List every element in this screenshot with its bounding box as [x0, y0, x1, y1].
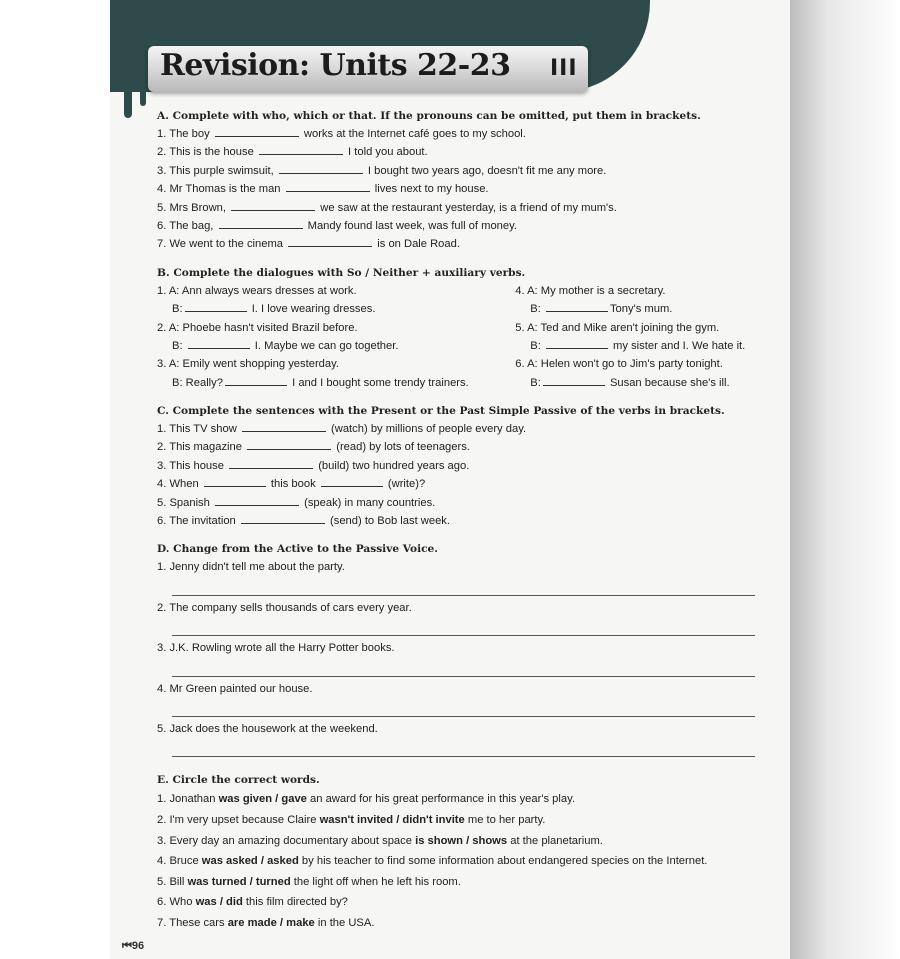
exercise-item: 7. These cars are made / make in the USA. [157, 916, 375, 929]
dialogue-line-b: B: Susan because she's ill. [515, 374, 767, 392]
dialogue-line-a: 4. A: My mother is a secretary. [515, 284, 666, 297]
choice-words[interactable]: was / did [195, 896, 243, 909]
dialogue-line-b: B: my sister and I. We hate it. [515, 337, 767, 355]
exercise-item: 5. Jack does the housework at the weekend. [157, 722, 378, 735]
dialogue-line-a: 6. A: Helen won't go to Jim's party tonight. [515, 358, 723, 371]
choice-words[interactable]: are made / make [227, 916, 315, 929]
answer-blank[interactable] [288, 235, 372, 247]
choice-words[interactable]: was turned / turned [187, 875, 291, 888]
page-title: Revision: Units 22-23 [160, 48, 511, 83]
answer-line[interactable] [172, 666, 755, 677]
answer-line[interactable] [172, 746, 755, 757]
workbook-page [110, 0, 790, 959]
answer-blank[interactable] [219, 217, 303, 229]
title-bars-icon: III [550, 56, 578, 81]
exercise-item: 6. The bag, Mandy found last week, was full of money. [157, 217, 767, 235]
exercise-item: 4. Mr Green painted our house. [157, 682, 313, 695]
exercise-item: 5. Bill was turned / turned the light off when he left his room. [157, 875, 461, 888]
dialogue-line-b: B: I. Maybe we can go together. [157, 337, 515, 355]
page-marker-icon: ⏮ [122, 940, 132, 952]
answer-blank[interactable] [247, 438, 331, 450]
exercise-item: 3. Every day an amazing documentary about space is shown / shows at the planetarium. [157, 834, 603, 847]
exercise-item: 7. We went to the cinema is on Dale Road. [157, 235, 767, 253]
exercise-item: 4. Bruce was asked / asked by his teacher to find some information about endangered species on the Internet. [157, 855, 708, 868]
answer-line[interactable] [172, 625, 755, 636]
dialogue-line-b: B: I. I love wearing dresses. [157, 300, 515, 318]
dialogue-line-a: 2. A: Phoebe hasn't visited Brazil before. [157, 321, 358, 334]
section-a-heading: A. Complete with who, which or that. If the pronouns can be omitted, put them in brackets. [157, 110, 701, 122]
answer-blank[interactable] [259, 143, 343, 155]
dialogue-line-a: 3. A: Emily went shopping yesterday. [157, 358, 339, 371]
paint-drip [140, 84, 146, 106]
answer-blank[interactable] [204, 475, 266, 487]
exercise-item: 6. The invitation (send) to Bob last week. [157, 512, 767, 530]
exercise-item: 1. This TV show (watch) by millions of people every day. [157, 420, 767, 438]
dialogue-line-b: B: Tony's mum. [515, 300, 767, 318]
answer-blank[interactable] [321, 475, 383, 487]
answer-line[interactable] [172, 706, 755, 717]
section-b-heading: B. Complete the dialogues with So / Neither + auxiliary verbs. [157, 266, 526, 279]
exercise-item: 2. This is the house I told you about. [157, 143, 767, 161]
exercise-content [157, 107, 767, 934]
answer-blank[interactable] [242, 420, 326, 432]
answer-blank[interactable] [229, 457, 313, 469]
answer-blank[interactable] [546, 300, 608, 312]
dialogue-line-a: 5. A: Ted and Mike aren't joining the gym. [515, 321, 720, 334]
exercise-item: 6. Who was / did this film directed by? [157, 896, 348, 909]
dialogues-left [157, 282, 515, 392]
exercise-item: 1. The boy works at the Internet café goes to my school. [157, 125, 767, 143]
dialogue-line-b: B: Really? I and I bought some trendy trainers. [157, 374, 515, 392]
exercise-item: 2. I'm very upset because Claire wasn't invited / didn't invite me to her party. [157, 813, 546, 826]
paint-drip [124, 80, 132, 118]
page-edge-shadow [790, 0, 900, 959]
answer-blank[interactable] [185, 300, 247, 312]
exercise-item: 2. The company sells thousands of cars every year. [157, 601, 412, 614]
answer-blank[interactable] [188, 337, 250, 349]
exercise-item: 4. Mr Thomas is the man lives next to my house. [157, 180, 767, 198]
section-d-heading: D. Change from the Active to the Passive Voice. [157, 543, 438, 556]
page-number: ⏮96 [122, 940, 145, 952]
exercise-item: 5. Mrs Brown, we saw at the restaurant yesterday, is a friend of my mum's. [157, 199, 767, 217]
answer-blank[interactable] [241, 512, 325, 524]
exercise-item: 3. This purple swimsuit, I bought two years ago, doesn't fit me any more. [157, 162, 767, 180]
choice-words[interactable]: was given / gave [218, 793, 307, 806]
answer-blank[interactable] [215, 494, 299, 506]
answer-blank[interactable] [225, 374, 287, 386]
exercise-item: 4. When this book (write)? [157, 475, 767, 493]
answer-blank[interactable] [279, 162, 363, 174]
choice-words[interactable]: wasn't invited / didn't invite [319, 813, 465, 826]
dialogues-right [515, 282, 767, 392]
exercise-item: 3. J.K. Rowling wrote all the Harry Potter books. [157, 642, 395, 655]
answer-blank[interactable] [286, 180, 370, 192]
answer-blank[interactable] [546, 337, 608, 349]
exercise-item: 3. This house (build) two hundred years ago. [157, 457, 767, 475]
dialogues [157, 282, 767, 392]
dialogue-line-a: 1. A: Ann always wears dresses at work. [157, 284, 357, 297]
exercise-item: 5. Spanish (speak) in many countries. [157, 494, 767, 512]
exercise-item: 1. Jenny didn't tell me about the party. [157, 561, 345, 574]
choice-words[interactable]: was asked / asked [201, 855, 299, 868]
answer-line[interactable] [172, 585, 755, 596]
exercise-item: 2. This magazine (read) by lots of teenagers. [157, 438, 767, 456]
choice-words[interactable]: is shown / shows [415, 834, 508, 847]
answer-blank[interactable] [215, 125, 299, 137]
answer-blank[interactable] [543, 374, 605, 386]
section-e-heading: E. Circle the correct words. [157, 774, 320, 787]
section-c-heading: C. Complete the sentences with the Present or the Past Simple Passive of the verbs in brackets. [157, 405, 725, 418]
answer-blank[interactable] [231, 199, 315, 211]
exercise-item: 1. Jonathan was given / gave an award for his great performance in this year's play. [157, 793, 575, 806]
